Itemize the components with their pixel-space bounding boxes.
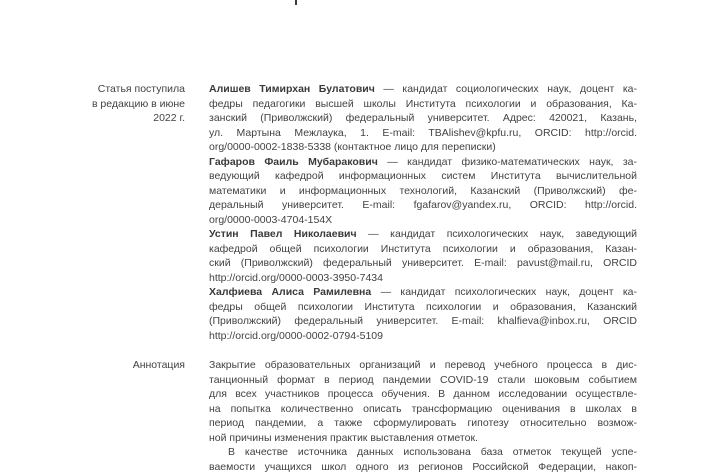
abstract-text-line: ваемости учащихся школ одного из регионов Российской Федерации, накоп-	[209, 460, 637, 474]
author-text-line: кафедрой общей психологии Института психологии и образования, Казан-	[209, 242, 637, 257]
abstract-text-line: ной причины изменения практик выставления отметок.	[209, 431, 637, 446]
author-degree-text: — кандидат психологических наук, заведующий	[357, 228, 637, 240]
abstract-paragraph	[209, 358, 637, 445]
author-text-line: org/0000-0003-4704-154X	[209, 213, 637, 228]
abstract-label	[0, 358, 185, 373]
author-text-line: федры общей психологии Института психологии и образования, Казанский	[209, 300, 637, 315]
authors-block	[209, 82, 637, 343]
author-text-line: ул. Мартына Межлаука, 1. E-mail: TBAlishev@kpfu.ru, ORCID: http://orcid.	[209, 126, 637, 141]
author-name: Гафаров Фаиль Мубаракович	[209, 156, 378, 168]
author-entry	[209, 227, 637, 285]
author-first-line	[209, 82, 637, 97]
author-entry	[209, 82, 637, 155]
abstract-text-line: для всех участников процесса обучения. В данном исследовании осуществле-	[209, 387, 637, 402]
author-text-line: деральный университет. E-mail: fgafarov@yandex.ru, ORCID: http://orcid.	[209, 198, 637, 213]
author-first-line	[209, 227, 637, 242]
author-text-line: федры педагогики высшей школы Института психологии и образования, Ка-	[209, 97, 637, 112]
author-text-line: http://orcid.org/0000-0003-3950-7434	[209, 271, 637, 286]
received-date-label	[0, 82, 185, 126]
author-text-line: ведующий кафедрой информационных систем Института вычислительной	[209, 169, 637, 184]
author-first-line	[209, 285, 637, 300]
abstract-label-text: Аннотация	[0, 358, 185, 373]
author-first-line	[209, 155, 637, 170]
received-date-line: 2022 г.	[0, 111, 185, 126]
author-entry	[209, 285, 637, 343]
received-date-line: в редакцию в июне	[0, 97, 185, 112]
author-text-line: математики и информационных технологий, Казанский (Приволжский) фе-	[209, 184, 637, 199]
author-entry	[209, 155, 637, 228]
author-name: Устин Павел Николаевич	[209, 228, 357, 240]
author-text-line: (Приволжский) федеральный университет. E-mail: khalfieva@inbox.ru, ORCID	[209, 314, 637, 329]
author-degree-text: — кандидат социологических наук, доцент ка-	[375, 83, 637, 95]
author-text-line: ский (Приволжский) федеральный университет. E-mail: pavust@mail.ru, ORCID	[209, 256, 637, 271]
author-text-line: org/0000-0002-1838-5338 (контактное лицо для переписки)	[209, 140, 637, 155]
author-name: Халфиева Алиса Рамилевна	[209, 286, 371, 298]
author-text-line: http://orcid.org/0000-0002-0794-5109	[209, 329, 637, 344]
author-degree-text: — кандидат психологических наук, доцент ка-	[371, 286, 637, 298]
page-top-text-fragment	[295, 0, 297, 5]
author-text-line: занский (Приволжский) федеральный университет. Адрес: 420021, Казань,	[209, 111, 637, 126]
abstract-text-line: В качестве источника данных использована база отметок текущей успе-	[209, 445, 637, 460]
author-name: Алишев Тимирхан Булатович	[209, 83, 375, 95]
received-date-line: Статья поступила	[0, 82, 185, 97]
abstract-text-line: период пандемии, а также сформулировать гипотезу относительно возмож-	[209, 416, 637, 431]
abstract-text-line: танционный формат в период пандемии COVID-19 стали шоковым событием	[209, 373, 637, 388]
abstract-block	[209, 358, 637, 474]
abstract-text-line: на попытка количественно описать трансформацию оценивания в школах в	[209, 402, 637, 417]
author-degree-text: — кандидат физико-математических наук, за-	[378, 156, 637, 168]
abstract-text-line: Закрытие образовательных организаций и перевод учебного процесса в дис-	[209, 358, 637, 373]
